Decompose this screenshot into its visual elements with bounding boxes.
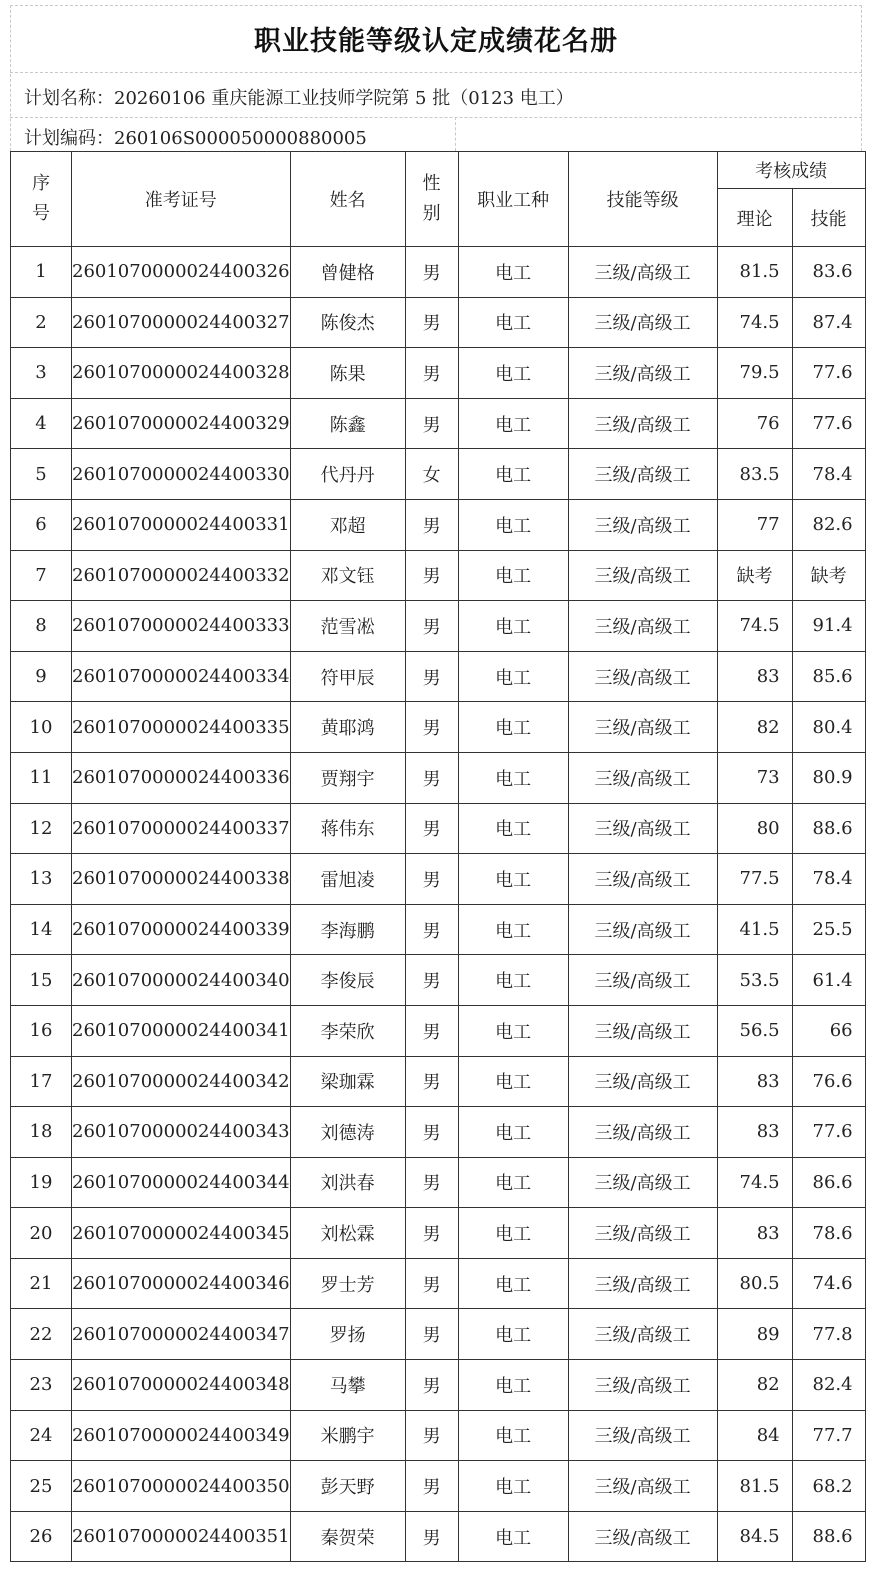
- cell-theory: 缺考: [717, 550, 792, 601]
- cell-theory: 84.5: [717, 1511, 792, 1562]
- cell-name: 刘德涛: [290, 1107, 405, 1158]
- cell-ticket: 2601070000024400342: [72, 1056, 291, 1107]
- cell-seq: 18: [11, 1107, 72, 1158]
- cell-gender: 男: [405, 854, 458, 905]
- cell-occupation: 电工: [458, 1511, 568, 1562]
- cell-name: 陈鑫: [290, 398, 405, 449]
- cell-occupation: 电工: [458, 449, 568, 500]
- cell-seq: 5: [11, 449, 72, 500]
- cell-gender: 男: [405, 1005, 458, 1056]
- cell-name: 黄耶鸿: [290, 702, 405, 753]
- cell-gender: 男: [405, 1511, 458, 1562]
- cell-skill: 86.6: [792, 1157, 865, 1208]
- cell-gender: 男: [405, 1309, 458, 1360]
- cell-occupation: 电工: [458, 601, 568, 652]
- cell-level: 三级/高级工: [568, 247, 717, 298]
- cell-name: 符甲辰: [290, 651, 405, 702]
- table-row: [11, 449, 866, 500]
- cell-gender: 男: [405, 499, 458, 550]
- cell-seq: 23: [11, 1360, 72, 1411]
- cell-seq: 21: [11, 1258, 72, 1309]
- cell-level: 三级/高级工: [568, 702, 717, 753]
- cell-gender: 男: [405, 955, 458, 1006]
- cell-level: 三级/高级工: [568, 904, 717, 955]
- cell-skill: 83.6: [792, 247, 865, 298]
- table-row: [11, 1309, 866, 1360]
- cell-skill: 77.7: [792, 1410, 865, 1461]
- cell-theory: 83: [717, 1208, 792, 1259]
- table-row: [11, 1258, 866, 1309]
- cell-level: 三级/高级工: [568, 601, 717, 652]
- cell-gender: 男: [405, 702, 458, 753]
- cell-occupation: 电工: [458, 803, 568, 854]
- cell-name: 蒋伟东: [290, 803, 405, 854]
- cell-border: [455, 117, 456, 151]
- cell-gender: 男: [405, 1410, 458, 1461]
- cell-seq: 13: [11, 854, 72, 905]
- cell-occupation: 电工: [458, 398, 568, 449]
- table-row: [11, 803, 866, 854]
- cell-ticket: 2601070000024400332: [72, 550, 291, 601]
- cell-seq: 11: [11, 752, 72, 803]
- cell-gender: 男: [405, 247, 458, 298]
- table-row: [11, 1410, 866, 1461]
- cell-ticket: 2601070000024400350: [72, 1461, 291, 1512]
- cell-skill: 88.6: [792, 803, 865, 854]
- cell-seq: 14: [11, 904, 72, 955]
- cell-theory: 56.5: [717, 1005, 792, 1056]
- header-gender-line2: 别: [422, 203, 441, 224]
- cell-level: 三级/高级工: [568, 550, 717, 601]
- table-row: [11, 398, 866, 449]
- cell-seq: 25: [11, 1461, 72, 1512]
- cell-occupation: 电工: [458, 752, 568, 803]
- table-row: [11, 1107, 866, 1158]
- cell-level: 三级/高级工: [568, 499, 717, 550]
- cell-skill: 82.4: [792, 1360, 865, 1411]
- cell-ticket: 2601070000024400335: [72, 702, 291, 753]
- cell-occupation: 电工: [458, 1107, 568, 1158]
- cell-level: 三级/高级工: [568, 803, 717, 854]
- cell-gender: 男: [405, 752, 458, 803]
- cell-ticket: 2601070000024400338: [72, 854, 291, 905]
- score-roster-table: [10, 151, 866, 1562]
- cell-theory: 81.5: [717, 1461, 792, 1512]
- cell-occupation: 电工: [458, 247, 568, 298]
- cell-gender: 男: [405, 1056, 458, 1107]
- header-theory: 理论: [717, 189, 792, 247]
- cell-gender: 女: [405, 449, 458, 500]
- cell-occupation: 电工: [458, 1309, 568, 1360]
- cell-ticket: 2601070000024400347: [72, 1309, 291, 1360]
- cell-level: 三级/高级工: [568, 1360, 717, 1411]
- cell-ticket: 2601070000024400349: [72, 1410, 291, 1461]
- table-row: [11, 550, 866, 601]
- cell-occupation: 电工: [458, 1208, 568, 1259]
- cell-level: 三级/高级工: [568, 1410, 717, 1461]
- cell-level: 三级/高级工: [568, 854, 717, 905]
- cell-theory: 77: [717, 499, 792, 550]
- cell-occupation: 电工: [458, 955, 568, 1006]
- cell-name: 曾健格: [290, 247, 405, 298]
- cell-name: 陈俊杰: [290, 297, 405, 348]
- cell-ticket: 2601070000024400328: [72, 348, 291, 399]
- cell-gender: 男: [405, 803, 458, 854]
- cell-theory: 41.5: [717, 904, 792, 955]
- cell-level: 三级/高级工: [568, 1005, 717, 1056]
- cell-gender: 男: [405, 550, 458, 601]
- cell-name: 陈果: [290, 348, 405, 399]
- cell-level: 三级/高级工: [568, 297, 717, 348]
- table-row: [11, 247, 866, 298]
- cell-ticket: 2601070000024400333: [72, 601, 291, 652]
- cell-gender: 男: [405, 348, 458, 399]
- header-seq-line2: 号: [32, 203, 50, 224]
- cell-level: 三级/高级工: [568, 1309, 717, 1360]
- cell-theory: 83.5: [717, 449, 792, 500]
- cell-seq: 24: [11, 1410, 72, 1461]
- header-name: 姓名: [290, 152, 405, 247]
- cell-level: 三级/高级工: [568, 651, 717, 702]
- cell-seq: 9: [11, 651, 72, 702]
- cell-seq: 10: [11, 702, 72, 753]
- cell-theory: 89: [717, 1309, 792, 1360]
- cell-ticket: 2601070000024400351: [72, 1511, 291, 1562]
- cell-gender: 男: [405, 651, 458, 702]
- cell-seq: 15: [11, 955, 72, 1006]
- cell-ticket: 2601070000024400345: [72, 1208, 291, 1259]
- cell-ticket: 2601070000024400341: [72, 1005, 291, 1056]
- cell-theory: 82: [717, 702, 792, 753]
- cell-theory: 83: [717, 1056, 792, 1107]
- cell-name: 罗扬: [290, 1309, 405, 1360]
- header-gender: [405, 152, 458, 247]
- table-row: [11, 702, 866, 753]
- table-row: [11, 752, 866, 803]
- cell-seq: 26: [11, 1511, 72, 1562]
- cell-seq: 3: [11, 348, 72, 399]
- cell-name: 代丹丹: [290, 449, 405, 500]
- cell-name: 刘松霖: [290, 1208, 405, 1259]
- cell-level: 三级/高级工: [568, 1258, 717, 1309]
- cell-level: 三级/高级工: [568, 398, 717, 449]
- table-row: [11, 348, 866, 399]
- cell-level: 三级/高级工: [568, 1107, 717, 1158]
- cell-level: 三级/高级工: [568, 348, 717, 399]
- table-row: [11, 601, 866, 652]
- cell-skill: 缺考: [792, 550, 865, 601]
- cell-skill: 78.6: [792, 1208, 865, 1259]
- cell-skill: 77.8: [792, 1309, 865, 1360]
- cell-theory: 81.5: [717, 247, 792, 298]
- cell-level: 三级/高级工: [568, 752, 717, 803]
- header-ticket: 准考证号: [72, 152, 291, 247]
- cell-name: 雷旭凌: [290, 854, 405, 905]
- cell-occupation: 电工: [458, 297, 568, 348]
- cell-seq: 16: [11, 1005, 72, 1056]
- cell-ticket: 2601070000024400327: [72, 297, 291, 348]
- cell-ticket: 2601070000024400331: [72, 499, 291, 550]
- cell-theory: 82: [717, 1360, 792, 1411]
- table-row: [11, 1360, 866, 1411]
- cell-gender: 男: [405, 1258, 458, 1309]
- cell-occupation: 电工: [458, 1461, 568, 1512]
- cell-occupation: 电工: [458, 1157, 568, 1208]
- cell-level: 三级/高级工: [568, 1056, 717, 1107]
- cell-ticket: 2601070000024400326: [72, 247, 291, 298]
- cell-seq: 12: [11, 803, 72, 854]
- cell-skill: 25.5: [792, 904, 865, 955]
- table-row: [11, 499, 866, 550]
- header-seq: [11, 152, 72, 247]
- header-seq-line1: 序: [32, 173, 50, 194]
- cell-skill: 82.6: [792, 499, 865, 550]
- cell-name: 范雪凇: [290, 601, 405, 652]
- cell-ticket: 2601070000024400337: [72, 803, 291, 854]
- cell-skill: 61.4: [792, 955, 865, 1006]
- cell-seq: 7: [11, 550, 72, 601]
- cell-ticket: 2601070000024400339: [72, 904, 291, 955]
- plan-code: 计划编码：260106S000050000880005: [24, 128, 367, 149]
- cell-skill: 78.4: [792, 854, 865, 905]
- cell-level: 三级/高级工: [568, 955, 717, 1006]
- cell-seq: 6: [11, 499, 72, 550]
- cell-seq: 8: [11, 601, 72, 652]
- cell-ticket: 2601070000024400334: [72, 651, 291, 702]
- cell-occupation: 电工: [458, 1410, 568, 1461]
- table-row: [11, 1005, 866, 1056]
- cell-ticket: 2601070000024400343: [72, 1107, 291, 1158]
- cell-skill: 88.6: [792, 1511, 865, 1562]
- cell-name: 马攀: [290, 1360, 405, 1411]
- cell-theory: 74.5: [717, 1157, 792, 1208]
- cell-skill: 80.9: [792, 752, 865, 803]
- cell-skill: 66: [792, 1005, 865, 1056]
- cell-name: 米鹏宇: [290, 1410, 405, 1461]
- cell-ticket: 2601070000024400336: [72, 752, 291, 803]
- cell-theory: 84: [717, 1410, 792, 1461]
- plan-name: 计划名称：20260106 重庆能源工业技师学院第 5 批（0123 电工）: [24, 88, 574, 109]
- cell-ticket: 2601070000024400329: [72, 398, 291, 449]
- cell-name: 彭天野: [290, 1461, 405, 1512]
- cell-seq: 19: [11, 1157, 72, 1208]
- cell-ticket: 2601070000024400344: [72, 1157, 291, 1208]
- table-row: [11, 297, 866, 348]
- table-row: [11, 1157, 866, 1208]
- cell-theory: 74.5: [717, 297, 792, 348]
- cell-skill: 91.4: [792, 601, 865, 652]
- table-row: [11, 1511, 866, 1562]
- cell-skill: 85.6: [792, 651, 865, 702]
- header-skill: 技能: [792, 189, 865, 247]
- cell-skill: 77.6: [792, 348, 865, 399]
- cell-ticket: 2601070000024400330: [72, 449, 291, 500]
- cell-skill: 74.6: [792, 1258, 865, 1309]
- roster-body: [11, 247, 866, 1562]
- cell-skill: 80.4: [792, 702, 865, 753]
- cell-seq: 20: [11, 1208, 72, 1259]
- cell-name: 梁珈霖: [290, 1056, 405, 1107]
- cell-gender: 男: [405, 297, 458, 348]
- header-level: 技能等级: [568, 152, 717, 247]
- table-row: [11, 1056, 866, 1107]
- cell-skill: 77.6: [792, 398, 865, 449]
- document-title: 职业技能等级认定成绩花名册: [254, 25, 618, 57]
- cell-gender: 男: [405, 1208, 458, 1259]
- cell-name: 邓文钰: [290, 550, 405, 601]
- cell-name: 刘洪春: [290, 1157, 405, 1208]
- cell-name: 李荣欣: [290, 1005, 405, 1056]
- cell-border: [10, 117, 862, 118]
- cell-occupation: 电工: [458, 1056, 568, 1107]
- cell-theory: 53.5: [717, 955, 792, 1006]
- cell-gender: 男: [405, 398, 458, 449]
- cell-gender: 男: [405, 601, 458, 652]
- cell-ticket: 2601070000024400348: [72, 1360, 291, 1411]
- cell-occupation: 电工: [458, 651, 568, 702]
- cell-occupation: 电工: [458, 348, 568, 399]
- table-row: [11, 904, 866, 955]
- table-row: [11, 1208, 866, 1259]
- cell-seq: 1: [11, 247, 72, 298]
- cell-occupation: 电工: [458, 1258, 568, 1309]
- cell-name: 邓超: [290, 499, 405, 550]
- cell-occupation: 电工: [458, 1005, 568, 1056]
- cell-gender: 男: [405, 1107, 458, 1158]
- table-row: [11, 651, 866, 702]
- table-row: [11, 1461, 866, 1512]
- cell-occupation: 电工: [458, 702, 568, 753]
- header-gender-line1: 性: [422, 173, 441, 194]
- cell-gender: 男: [405, 1157, 458, 1208]
- cell-theory: 77.5: [717, 854, 792, 905]
- cell-occupation: 电工: [458, 854, 568, 905]
- cell-occupation: 电工: [458, 1360, 568, 1411]
- cell-gender: 男: [405, 904, 458, 955]
- cell-skill: 68.2: [792, 1461, 865, 1512]
- cell-name: 秦贺荣: [290, 1511, 405, 1562]
- cell-occupation: 电工: [458, 550, 568, 601]
- cell-gender: 男: [405, 1461, 458, 1512]
- cell-seq: 17: [11, 1056, 72, 1107]
- cell-theory: 80.5: [717, 1258, 792, 1309]
- table-row: [11, 955, 866, 1006]
- cell-theory: 73: [717, 752, 792, 803]
- cell-name: 贾翔宇: [290, 752, 405, 803]
- cell-ticket: 2601070000024400346: [72, 1258, 291, 1309]
- cell-seq: 2: [11, 297, 72, 348]
- cell-skill: 76.6: [792, 1056, 865, 1107]
- cell-name: 李俊辰: [290, 955, 405, 1006]
- cell-level: 三级/高级工: [568, 1208, 717, 1259]
- cell-seq: 22: [11, 1309, 72, 1360]
- cell-level: 三级/高级工: [568, 1511, 717, 1562]
- cell-theory: 74.5: [717, 601, 792, 652]
- cell-gender: 男: [405, 1360, 458, 1411]
- cell-theory: 76: [717, 398, 792, 449]
- cell-theory: 83: [717, 1107, 792, 1158]
- cell-occupation: 电工: [458, 499, 568, 550]
- cell-skill: 87.4: [792, 297, 865, 348]
- header-occupation: 职业工种: [458, 152, 568, 247]
- cell-name: 李海鹏: [290, 904, 405, 955]
- cell-seq: 4: [11, 398, 72, 449]
- cell-theory: 80: [717, 803, 792, 854]
- cell-skill: 78.4: [792, 449, 865, 500]
- cell-level: 三级/高级工: [568, 449, 717, 500]
- table-row: [11, 854, 866, 905]
- cell-theory: 83: [717, 651, 792, 702]
- header-scores: 考核成绩: [717, 152, 865, 189]
- cell-skill: 77.6: [792, 1107, 865, 1158]
- cell-border: [10, 72, 862, 73]
- cell-theory: 79.5: [717, 348, 792, 399]
- cell-level: 三级/高级工: [568, 1461, 717, 1512]
- cell-ticket: 2601070000024400340: [72, 955, 291, 1006]
- cell-name: 罗士芳: [290, 1258, 405, 1309]
- cell-level: 三级/高级工: [568, 1157, 717, 1208]
- cell-occupation: 电工: [458, 904, 568, 955]
